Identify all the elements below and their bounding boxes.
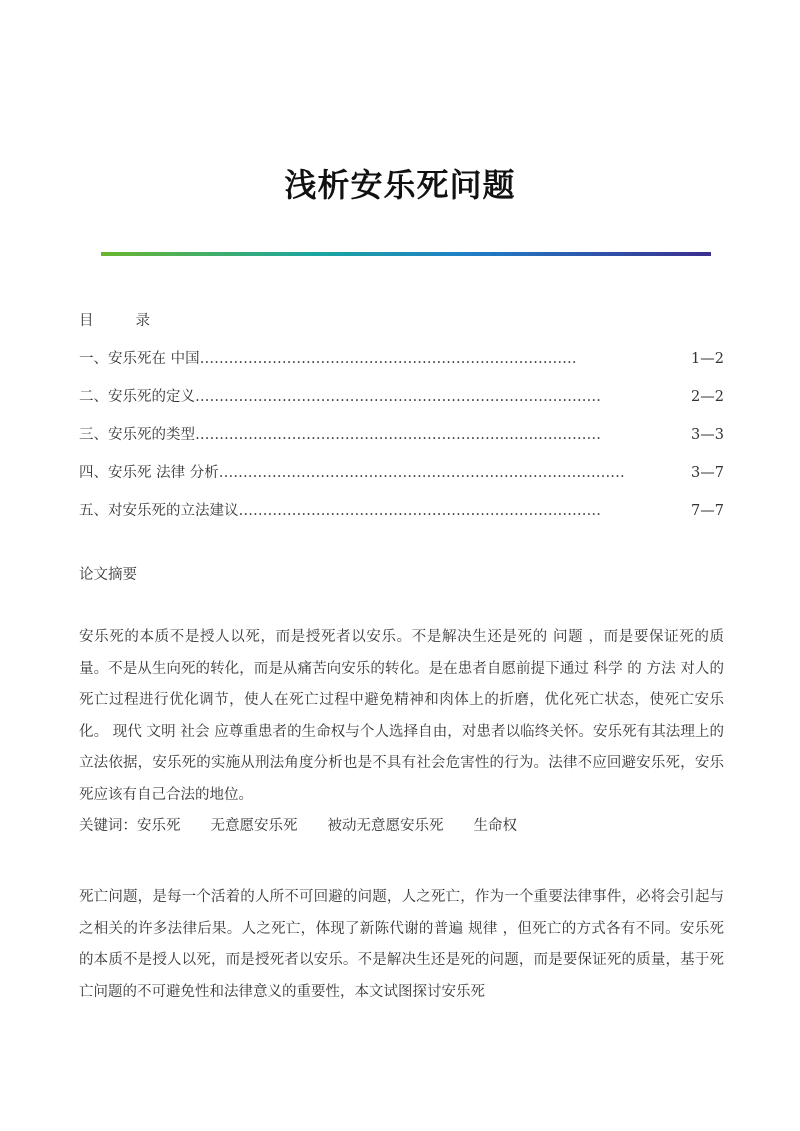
table-of-contents <box>79 346 724 524</box>
body-paragraph: 死亡问题，是每一个活着的人所不可回避的问题，人之死亡，作为一个重要法律事件，必将会引起与之相关的许多法律后果。人之死亡，体现了新陈代谢的普遍 规律 ，但死亡的方式各有不同。安乐死的本质不是授人以死，而是授死者以安乐。不是解决生还是死的问题，而是要保证死的质量，基于死亡问题的不可避免性和法律意义的重要性，本文试图探讨安乐死 <box>79 889 724 1000</box>
toc-item-leader: …………………………………………………………………… <box>199 351 577 367</box>
toc-item-pages: 3—3 <box>691 427 724 443</box>
toc-item[interactable] <box>79 498 724 524</box>
toc-item-label: 三、安乐死的类型 <box>79 427 195 443</box>
toc-item[interactable] <box>79 422 724 448</box>
toc-heading-right: 录 <box>135 313 150 329</box>
toc-item-label: 一、安乐死在 中国 <box>79 351 200 367</box>
keyword: 生命权 <box>473 818 517 834</box>
document-content <box>79 308 724 1008</box>
keyword: 无意愿安乐死 <box>210 818 298 834</box>
toc-item-label: 二、安乐死的定义 <box>79 389 195 405</box>
keywords-label: 关键词： <box>79 818 137 834</box>
toc-item-label: 四、安乐死 法律 分析 <box>79 465 219 481</box>
toc-item-pages: 1—2 <box>691 351 724 367</box>
toc-item-pages: 7—7 <box>691 503 724 519</box>
abstract-heading: 论文摘要 <box>79 567 137 583</box>
toc-item-leader: ………………………………………………………………………… <box>218 465 625 481</box>
toc-item-pages: 2—2 <box>691 389 724 405</box>
toc-item[interactable] <box>79 384 724 410</box>
abstract-paragraph: 安乐死的本质不是授人以死，而是授死者以安乐。不是解决生还是死的 问题 ，而是要保证死的质量。不是从生向死的转化，而是从痛苦向安乐的转化。是在患者自愿前提下通过 科学 的 方法 对人的死亡过程进行优化调节，使人在死亡过程中避免精神和肉体上的折磨，优化死亡状态，使死亡安乐化。 现代 文明 社会 应尊重患者的生命权与个人选择自由，对患者以临终关怀。安乐死有其法理上的立法依据，安乐死的实施从刑法角度分析也是不具有社会危害性的行为。法律不应回避安乐死，安乐死应该有自己合法的地位。 <box>79 629 724 803</box>
toc-item-leader: ………………………………………………………………… <box>238 503 601 519</box>
toc-item[interactable] <box>79 346 724 372</box>
toc-item-pages: 3—7 <box>691 465 724 481</box>
toc-item-label: 五、对安乐死的立法建议 <box>79 503 239 519</box>
keywords-line <box>79 813 724 839</box>
toc-heading <box>79 308 724 334</box>
title-gradient-rule <box>101 252 711 256</box>
toc-item-leader: ………………………………………………………………………… <box>195 427 601 443</box>
keyword: 安乐死 <box>137 818 181 834</box>
keyword: 被动无意愿安乐死 <box>327 818 444 834</box>
toc-item[interactable] <box>79 460 724 486</box>
toc-item-leader: ………………………………………………………………………… <box>195 389 601 405</box>
toc-heading-left: 目 <box>79 313 94 329</box>
document-title: 浅析安乐死问题 <box>284 166 516 204</box>
